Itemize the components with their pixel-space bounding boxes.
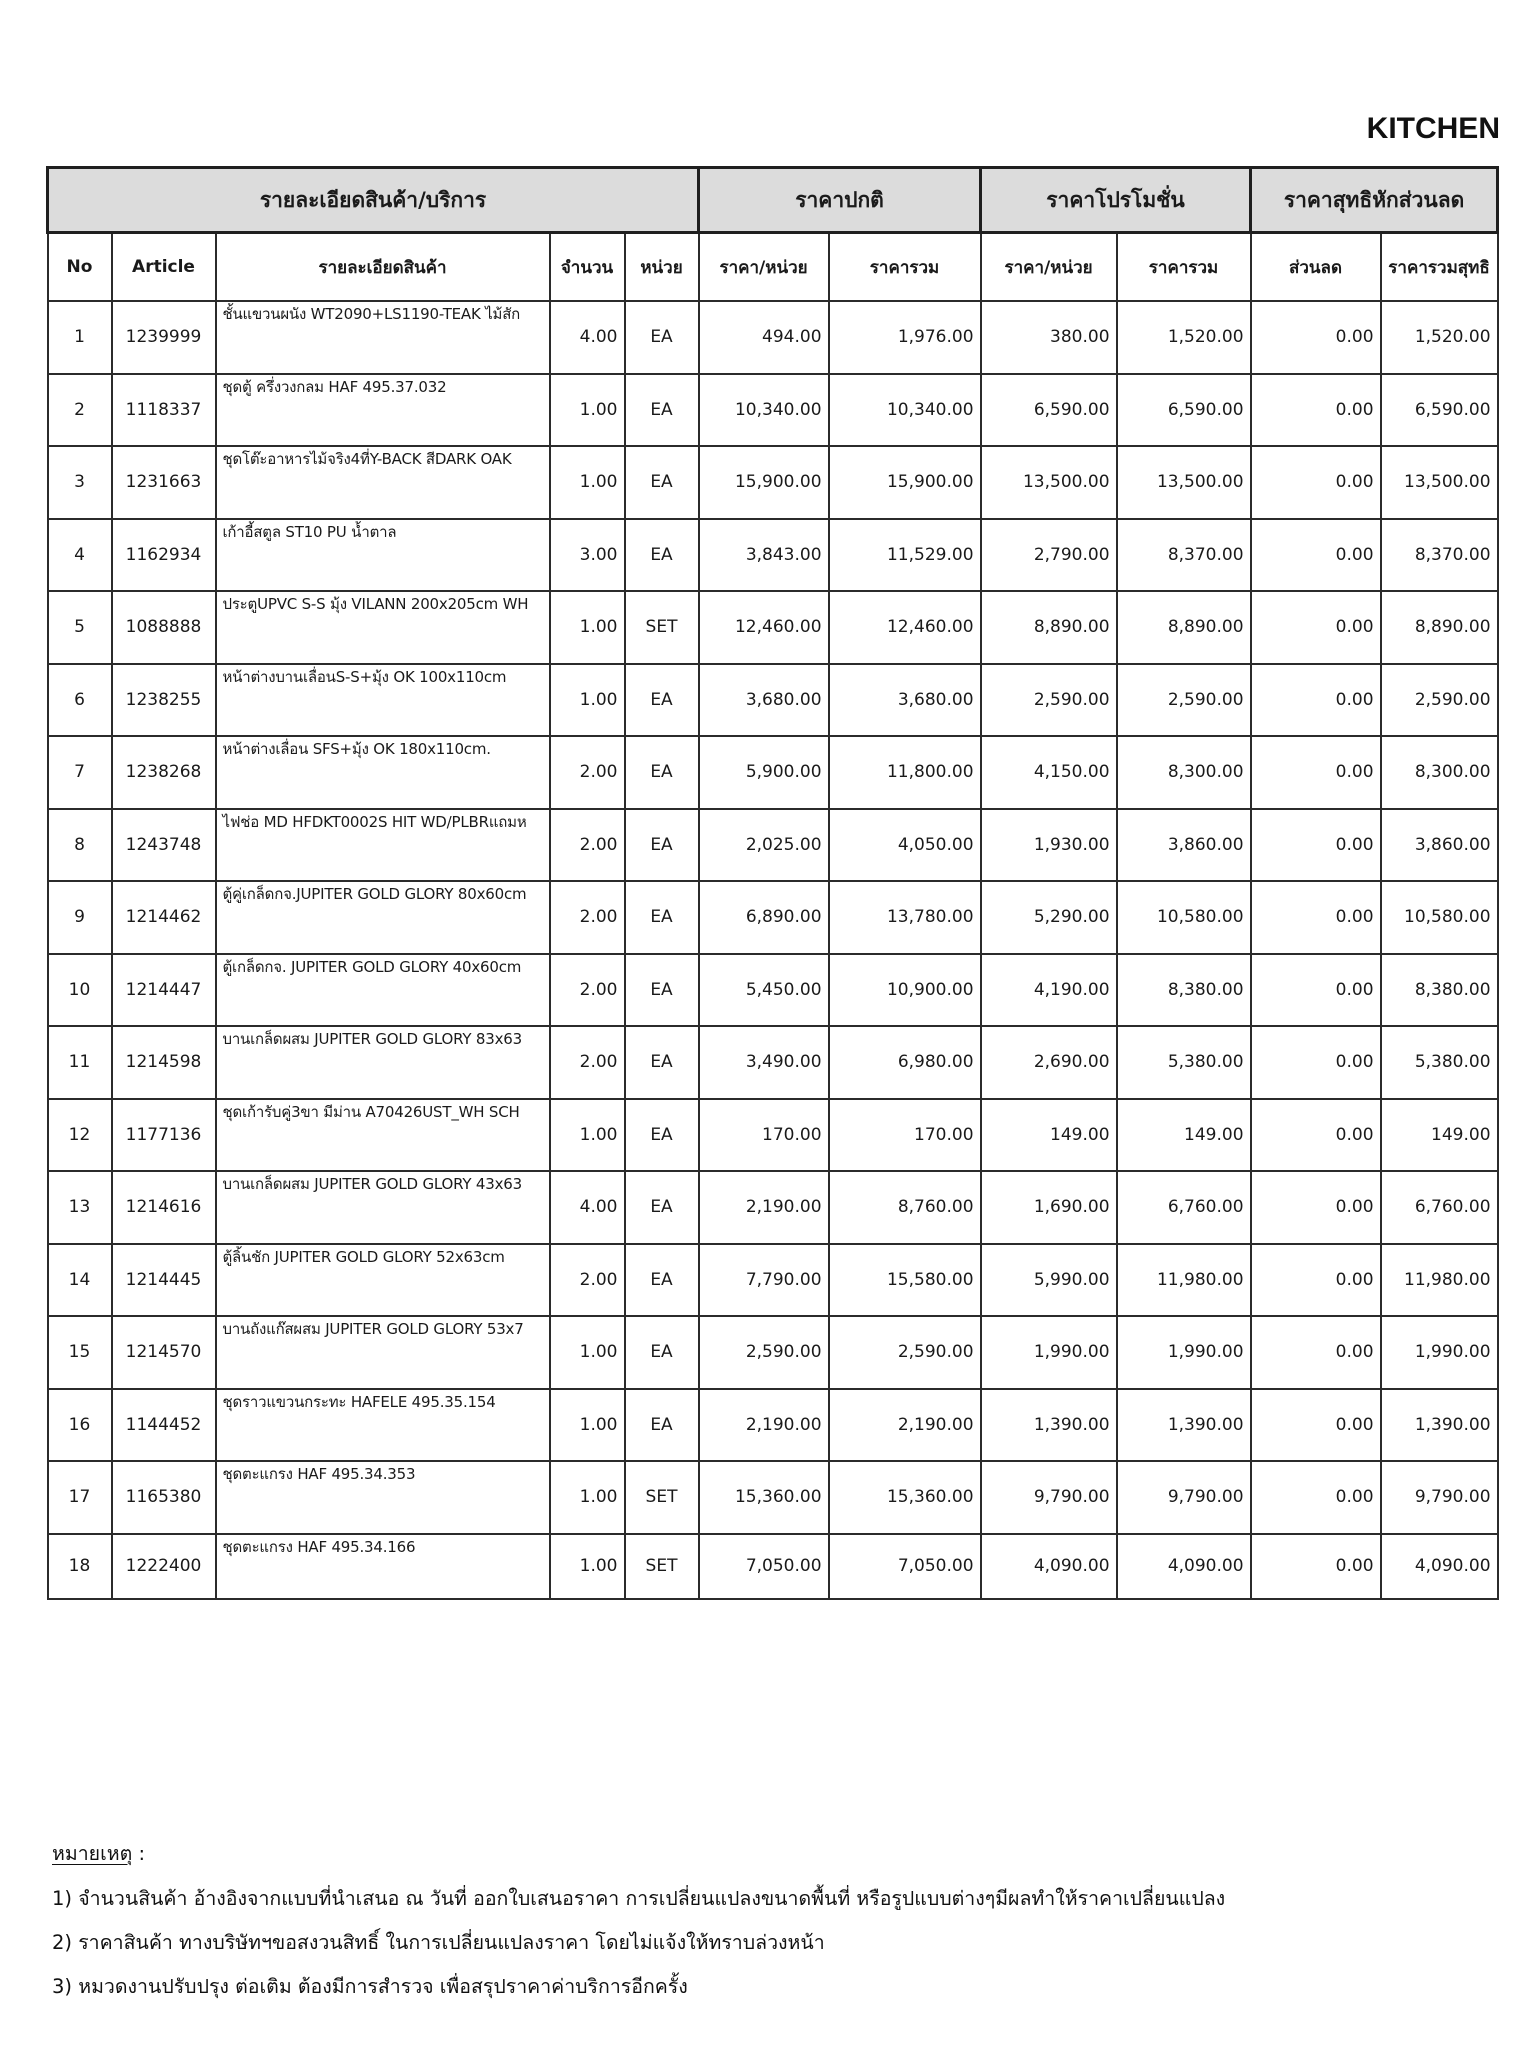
- cell-regular-total: 11,529.00: [829, 519, 981, 592]
- cell-no: 16: [48, 1389, 112, 1462]
- cell-regular-total: 10,340.00: [829, 374, 981, 447]
- cell-promo-total: 9,790.00: [1117, 1461, 1251, 1534]
- cell-description: ไฟช่อ MD HFDKT0002S HIT WD/PLBRแถมห: [216, 809, 550, 882]
- cell-unit: EA: [625, 1316, 699, 1389]
- col-quantity: จำนวน: [550, 233, 625, 302]
- cell-regular-total: 170.00: [829, 1099, 981, 1172]
- cell-regular-total: 7,050.00: [829, 1534, 981, 1599]
- cell-unit: EA: [625, 1099, 699, 1172]
- cell-no: 17: [48, 1461, 112, 1534]
- cell-article: 1231663: [112, 446, 216, 519]
- cell-quantity: 1.00: [550, 446, 625, 519]
- cell-quantity: 1.00: [550, 1099, 625, 1172]
- cell-article: 1214570: [112, 1316, 216, 1389]
- group-regular-price: ราคาปกติ: [699, 168, 981, 233]
- table-row: [48, 809, 1498, 882]
- cell-promo-total: 5,380.00: [1117, 1026, 1251, 1099]
- cell-quantity: 1.00: [550, 591, 625, 664]
- cell-description: ชุดตะแกรง HAF 495.34.353: [216, 1461, 550, 1534]
- cell-regular-unit-price: 5,450.00: [699, 954, 829, 1027]
- cell-article: 1239999: [112, 301, 216, 374]
- table-row: [48, 446, 1498, 519]
- cell-promo-total: 1,520.00: [1117, 301, 1251, 374]
- cell-unit: EA: [625, 664, 699, 737]
- cell-regular-total: 15,900.00: [829, 446, 981, 519]
- cell-regular-unit-price: 7,790.00: [699, 1244, 829, 1317]
- cell-unit: EA: [625, 446, 699, 519]
- cell-promo-unit-price: 2,790.00: [981, 519, 1117, 592]
- cell-description: ชั้นแขวนผนัง WT2090+LS1190-TEAK ไม้สัก: [216, 301, 550, 374]
- cell-no: 9: [48, 881, 112, 954]
- cell-unit: EA: [625, 809, 699, 882]
- col-discount: ส่วนลด: [1251, 233, 1381, 302]
- cell-no: 11: [48, 1026, 112, 1099]
- quotation-table: [46, 166, 1499, 1600]
- cell-promo-total: 4,090.00: [1117, 1534, 1251, 1599]
- cell-article: 1222400: [112, 1534, 216, 1599]
- note-line-2: 2) ราคาสินค้า ทางบริษัทฯขอสงวนสิทธิ์ ในการเปลี่ยนแปลงราคา โดยไม่แจ้งให้ทราบล่วงหน้า: [52, 1931, 825, 1954]
- cell-unit: EA: [625, 954, 699, 1027]
- cell-article: 1165380: [112, 1461, 216, 1534]
- cell-quantity: 3.00: [550, 519, 625, 592]
- cell-net-total: 8,890.00: [1381, 591, 1498, 664]
- cell-net-total: 8,370.00: [1381, 519, 1498, 592]
- note-line-1: 1) จำนวนสินค้า อ้างอิงจากแบบที่นำเสนอ ณ วันที่ ออกใบเสนอราคา การเปลี่ยนแปลงขนาดพื้นที่ หรือรูปแบบต่างๆมีผลทำให้ราคาเปลี่ยนแปลง: [52, 1887, 1226, 1910]
- cell-discount: 0.00: [1251, 1461, 1381, 1534]
- cell-regular-total: 12,460.00: [829, 591, 981, 664]
- cell-no: 10: [48, 954, 112, 1027]
- cell-regular-unit-price: 5,900.00: [699, 736, 829, 809]
- cell-unit: SET: [625, 591, 699, 664]
- cell-article: 1162934: [112, 519, 216, 592]
- cell-unit: EA: [625, 881, 699, 954]
- cell-description: ประตูUPVC S-S มุ้ง VILANN 200x205cm WH: [216, 591, 550, 664]
- cell-promo-total: 10,580.00: [1117, 881, 1251, 954]
- cell-regular-unit-price: 7,050.00: [699, 1534, 829, 1599]
- cell-regular-total: 1,976.00: [829, 301, 981, 374]
- cell-promo-unit-price: 1,930.00: [981, 809, 1117, 882]
- cell-promo-unit-price: 5,990.00: [981, 1244, 1117, 1317]
- cell-net-total: 1,390.00: [1381, 1389, 1498, 1462]
- cell-regular-unit-price: 2,190.00: [699, 1389, 829, 1462]
- cell-promo-unit-price: 1,990.00: [981, 1316, 1117, 1389]
- cell-promo-unit-price: 6,590.00: [981, 374, 1117, 447]
- cell-regular-unit-price: 10,340.00: [699, 374, 829, 447]
- table-row: [48, 1534, 1498, 1599]
- cell-quantity: 2.00: [550, 954, 625, 1027]
- table-row: [48, 1316, 1498, 1389]
- cell-promo-total: 8,380.00: [1117, 954, 1251, 1027]
- table-row: [48, 374, 1498, 447]
- cell-promo-unit-price: 149.00: [981, 1099, 1117, 1172]
- cell-regular-unit-price: 3,680.00: [699, 664, 829, 737]
- cell-promo-total: 8,890.00: [1117, 591, 1251, 664]
- notes-heading: หมายเหตุ: [52, 1842, 133, 1865]
- cell-description: ตู้เกล็ดกจ. JUPITER GOLD GLORY 40x60cm: [216, 954, 550, 1027]
- cell-no: 14: [48, 1244, 112, 1317]
- cell-regular-unit-price: 12,460.00: [699, 591, 829, 664]
- col-promo-unit-price: ราคา/หน่วย: [981, 233, 1117, 302]
- cell-unit: EA: [625, 1244, 699, 1317]
- cell-no: 18: [48, 1534, 112, 1599]
- cell-discount: 0.00: [1251, 301, 1381, 374]
- cell-promo-unit-price: 1,390.00: [981, 1389, 1117, 1462]
- cell-promo-unit-price: 380.00: [981, 301, 1117, 374]
- cell-description: ตู้ลิ้นชัก JUPITER GOLD GLORY 52x63cm: [216, 1244, 550, 1317]
- cell-promo-total: 1,390.00: [1117, 1389, 1251, 1462]
- cell-promo-total: 149.00: [1117, 1099, 1251, 1172]
- cell-description: หน้าต่างเลื่อน SFS+มุ้ง OK 180x110cm.: [216, 736, 550, 809]
- cell-promo-unit-price: 5,290.00: [981, 881, 1117, 954]
- col-unit: หน่วย: [625, 233, 699, 302]
- cell-quantity: 1.00: [550, 664, 625, 737]
- table-row: [48, 1244, 1498, 1317]
- notes-heading-colon: :: [132, 1842, 146, 1865]
- cell-net-total: 4,090.00: [1381, 1534, 1498, 1599]
- cell-regular-total: 11,800.00: [829, 736, 981, 809]
- cell-quantity: 1.00: [550, 1316, 625, 1389]
- cell-promo-unit-price: 4,090.00: [981, 1534, 1117, 1599]
- cell-net-total: 3,860.00: [1381, 809, 1498, 882]
- cell-description: ตู้คู่เกล็ดกจ.JUPITER GOLD GLORY 80x60cm: [216, 881, 550, 954]
- cell-promo-total: 8,370.00: [1117, 519, 1251, 592]
- table-row: [48, 1099, 1498, 1172]
- cell-regular-unit-price: 2,025.00: [699, 809, 829, 882]
- cell-regular-total: 8,760.00: [829, 1171, 981, 1244]
- cell-discount: 0.00: [1251, 881, 1381, 954]
- cell-promo-unit-price: 2,590.00: [981, 664, 1117, 737]
- cell-description: ชุดเก้ารับคู่3ขา มีม่าน A70426UST_WH SCH: [216, 1099, 550, 1172]
- cell-regular-unit-price: 15,360.00: [699, 1461, 829, 1534]
- cell-unit: EA: [625, 1171, 699, 1244]
- col-regular-total: ราคารวม: [829, 233, 981, 302]
- cell-net-total: 8,380.00: [1381, 954, 1498, 1027]
- cell-article: 1214447: [112, 954, 216, 1027]
- cell-discount: 0.00: [1251, 591, 1381, 664]
- table-row: [48, 1026, 1498, 1099]
- group-header-row: [48, 168, 1498, 233]
- cell-discount: 0.00: [1251, 736, 1381, 809]
- col-description: รายละเอียดสินค้า: [216, 233, 550, 302]
- cell-quantity: 4.00: [550, 301, 625, 374]
- cell-regular-unit-price: 494.00: [699, 301, 829, 374]
- col-net-total: ราคารวมสุทธิ: [1381, 233, 1498, 302]
- cell-regular-total: 2,590.00: [829, 1316, 981, 1389]
- cell-unit: EA: [625, 519, 699, 592]
- cell-unit: EA: [625, 1026, 699, 1099]
- cell-regular-total: 15,360.00: [829, 1461, 981, 1534]
- cell-description: เก้าอี้สตูล ST10 PU น้ำตาล: [216, 519, 550, 592]
- cell-quantity: 2.00: [550, 1026, 625, 1099]
- cell-discount: 0.00: [1251, 1389, 1381, 1462]
- table-row: [48, 736, 1498, 809]
- page-title: KITCHEN: [1366, 112, 1500, 145]
- table-row: [48, 881, 1498, 954]
- cell-unit: SET: [625, 1534, 699, 1599]
- table-row: [48, 664, 1498, 737]
- cell-promo-unit-price: 13,500.00: [981, 446, 1117, 519]
- cell-net-total: 9,790.00: [1381, 1461, 1498, 1534]
- cell-promo-total: 11,980.00: [1117, 1244, 1251, 1317]
- cell-no: 8: [48, 809, 112, 882]
- cell-article: 1177136: [112, 1099, 216, 1172]
- cell-discount: 0.00: [1251, 954, 1381, 1027]
- cell-promo-total: 8,300.00: [1117, 736, 1251, 809]
- cell-description: ชุดโต๊ะอาหารไม้จริง4ที่Y-BACK สีDARK OAK: [216, 446, 550, 519]
- cell-discount: 0.00: [1251, 664, 1381, 737]
- cell-net-total: 2,590.00: [1381, 664, 1498, 737]
- cell-no: 3: [48, 446, 112, 519]
- cell-promo-total: 6,760.00: [1117, 1171, 1251, 1244]
- table-row: [48, 1389, 1498, 1462]
- cell-no: 5: [48, 591, 112, 664]
- cell-net-total: 8,300.00: [1381, 736, 1498, 809]
- cell-description: ชุดตะแกรง HAF 495.34.166: [216, 1534, 550, 1599]
- group-net-price: ราคาสุทธิหักส่วนลด: [1251, 168, 1498, 233]
- cell-no: 4: [48, 519, 112, 592]
- cell-net-total: 1,990.00: [1381, 1316, 1498, 1389]
- cell-discount: 0.00: [1251, 519, 1381, 592]
- cell-no: 7: [48, 736, 112, 809]
- cell-regular-total: 13,780.00: [829, 881, 981, 954]
- cell-description: บานเกล็ดผสม JUPITER GOLD GLORY 43x63: [216, 1171, 550, 1244]
- cell-description: หน้าต่างบานเลื่อนS-S+มุ้ง OK 100x110cm: [216, 664, 550, 737]
- cell-article: 1214598: [112, 1026, 216, 1099]
- cell-quantity: 1.00: [550, 1461, 625, 1534]
- cell-net-total: 11,980.00: [1381, 1244, 1498, 1317]
- cell-quantity: 2.00: [550, 1244, 625, 1317]
- cell-quantity: 2.00: [550, 809, 625, 882]
- cell-no: 1: [48, 301, 112, 374]
- cell-quantity: 1.00: [550, 1389, 625, 1462]
- cell-promo-total: 2,590.00: [1117, 664, 1251, 737]
- cell-quantity: 2.00: [550, 881, 625, 954]
- cell-regular-unit-price: 170.00: [699, 1099, 829, 1172]
- table-row: [48, 301, 1498, 374]
- cell-discount: 0.00: [1251, 374, 1381, 447]
- cell-unit: EA: [625, 374, 699, 447]
- cell-net-total: 6,590.00: [1381, 374, 1498, 447]
- table-row: [48, 591, 1498, 664]
- cell-promo-unit-price: 8,890.00: [981, 591, 1117, 664]
- cell-regular-total: 10,900.00: [829, 954, 981, 1027]
- cell-article: 1238268: [112, 736, 216, 809]
- cell-description: ชุดตู้ ครึ่งวงกลม HAF 495.37.032: [216, 374, 550, 447]
- cell-regular-unit-price: 3,843.00: [699, 519, 829, 592]
- cell-net-total: 6,760.00: [1381, 1171, 1498, 1244]
- cell-article: 1214462: [112, 881, 216, 954]
- cell-promo-unit-price: 2,690.00: [981, 1026, 1117, 1099]
- cell-unit: EA: [625, 301, 699, 374]
- notes-section: [52, 1838, 1502, 2015]
- cell-regular-total: 15,580.00: [829, 1244, 981, 1317]
- cell-regular-total: 4,050.00: [829, 809, 981, 882]
- cell-article: 1214445: [112, 1244, 216, 1317]
- cell-promo-unit-price: 9,790.00: [981, 1461, 1117, 1534]
- cell-no: 12: [48, 1099, 112, 1172]
- cell-discount: 0.00: [1251, 1099, 1381, 1172]
- cell-unit: EA: [625, 1389, 699, 1462]
- cell-regular-total: 3,680.00: [829, 664, 981, 737]
- cell-net-total: 10,580.00: [1381, 881, 1498, 954]
- cell-promo-unit-price: 4,150.00: [981, 736, 1117, 809]
- cell-discount: 0.00: [1251, 1171, 1381, 1244]
- cell-no: 15: [48, 1316, 112, 1389]
- cell-quantity: 2.00: [550, 736, 625, 809]
- cell-discount: 0.00: [1251, 1244, 1381, 1317]
- col-regular-unit-price: ราคา/หน่วย: [699, 233, 829, 302]
- cell-net-total: 1,520.00: [1381, 301, 1498, 374]
- note-line-3: 3) หมวดงานปรับปรุง ต่อเติม ต้องมีการสำรวจ เพื่อสรุปราคาค่าบริการอีกครั้ง: [52, 1975, 688, 1998]
- cell-description: บานเกล็ดผสม JUPITER GOLD GLORY 83x63: [216, 1026, 550, 1099]
- cell-promo-unit-price: 1,690.00: [981, 1171, 1117, 1244]
- cell-regular-unit-price: 2,590.00: [699, 1316, 829, 1389]
- cell-article: 1088888: [112, 591, 216, 664]
- cell-regular-total: 2,190.00: [829, 1389, 981, 1462]
- cell-description: ชุดราวแขวนกระทะ HAFELE 495.35.154: [216, 1389, 550, 1462]
- cell-promo-unit-price: 4,190.00: [981, 954, 1117, 1027]
- cell-article: 1238255: [112, 664, 216, 737]
- cell-article: 1144452: [112, 1389, 216, 1462]
- table-row: [48, 519, 1498, 592]
- cell-net-total: 13,500.00: [1381, 446, 1498, 519]
- cell-regular-unit-price: 3,490.00: [699, 1026, 829, 1099]
- cell-article: 1243748: [112, 809, 216, 882]
- cell-discount: 0.00: [1251, 1534, 1381, 1599]
- cell-article: 1118337: [112, 374, 216, 447]
- cell-discount: 0.00: [1251, 809, 1381, 882]
- cell-discount: 0.00: [1251, 446, 1381, 519]
- cell-no: 13: [48, 1171, 112, 1244]
- cell-discount: 0.00: [1251, 1316, 1381, 1389]
- cell-unit: SET: [625, 1461, 699, 1534]
- cell-regular-unit-price: 2,190.00: [699, 1171, 829, 1244]
- table-row: [48, 1461, 1498, 1534]
- column-header-row: [48, 233, 1498, 302]
- cell-promo-total: 1,990.00: [1117, 1316, 1251, 1389]
- col-no: No: [48, 233, 112, 302]
- cell-quantity: 1.00: [550, 374, 625, 447]
- group-product-details: รายละเอียดสินค้า/บริการ: [48, 168, 699, 233]
- cell-regular-total: 6,980.00: [829, 1026, 981, 1099]
- col-article: Article: [112, 233, 216, 302]
- group-promotion-price: ราคาโปรโมชั่น: [981, 168, 1251, 233]
- cell-quantity: 4.00: [550, 1171, 625, 1244]
- cell-no: 6: [48, 664, 112, 737]
- cell-regular-unit-price: 15,900.00: [699, 446, 829, 519]
- table-row: [48, 954, 1498, 1027]
- cell-promo-total: 6,590.00: [1117, 374, 1251, 447]
- cell-article: 1214616: [112, 1171, 216, 1244]
- col-promo-total: ราคารวม: [1117, 233, 1251, 302]
- cell-no: 2: [48, 374, 112, 447]
- cell-net-total: 149.00: [1381, 1099, 1498, 1172]
- cell-regular-unit-price: 6,890.00: [699, 881, 829, 954]
- cell-promo-total: 13,500.00: [1117, 446, 1251, 519]
- cell-discount: 0.00: [1251, 1026, 1381, 1099]
- table-row: [48, 1171, 1498, 1244]
- cell-quantity: 1.00: [550, 1534, 625, 1599]
- cell-description: บานถังแก๊สผสม JUPITER GOLD GLORY 53x7: [216, 1316, 550, 1389]
- cell-unit: EA: [625, 736, 699, 809]
- cell-net-total: 5,380.00: [1381, 1026, 1498, 1099]
- cell-promo-total: 3,860.00: [1117, 809, 1251, 882]
